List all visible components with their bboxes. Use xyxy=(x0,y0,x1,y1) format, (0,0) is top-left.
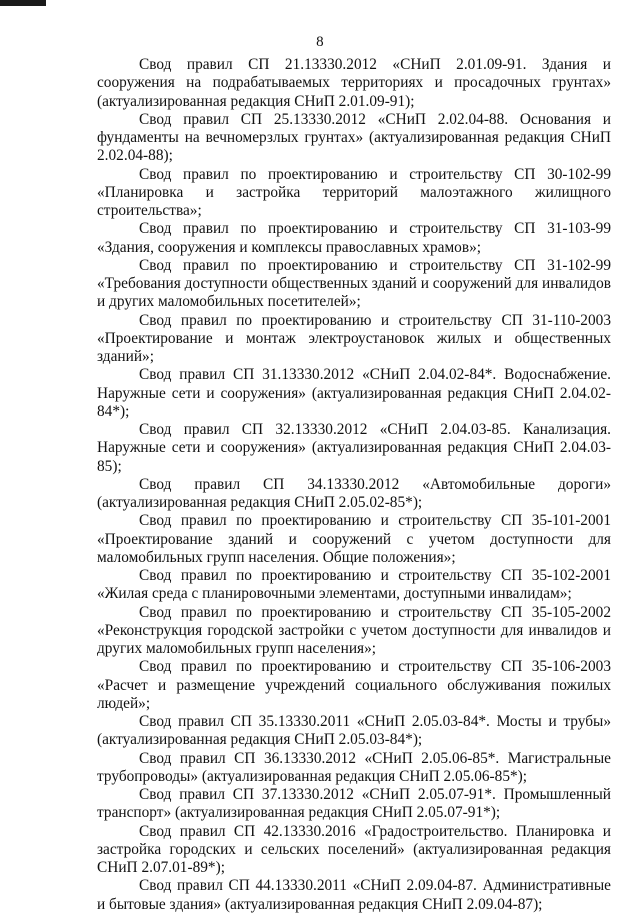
paragraph-sp-36: Свод правил СП 36.13330.2012 «СНиП 2.05.06-85*. Магистральные трубопроводы» (актуализированная редакция СНиП 2.05.06-85*); xyxy=(97,749,611,785)
paragraph-sp-31-103: Свод правил по проектированию и строительству СП 31-103-99 «Здания, сооружения и комплексы православных храмов»; xyxy=(97,220,611,256)
paragraph-sp-35-106: Свод правил по проектированию и строительству СП 35-106-2003 «Расчет и размещение учреждений социального обслуживания пожилых людей»; xyxy=(97,658,611,712)
document-body xyxy=(97,56,611,914)
paragraph-sp-31-110: Свод правил по проектированию и строительству СП 31-110-2003 «Проектирование и монтаж электроустановок жилых и общественных зданий»; xyxy=(97,311,611,365)
paragraph-sp-34: Свод правил СП 34.13330.2012 «Автомобильные дороги» (актуализированная редакция СНиП 2.05.02-85*); xyxy=(97,475,611,511)
scan-edge-mark xyxy=(0,0,46,6)
paragraph-sp-31: Свод правил СП 31.13330.2012 «СНиП 2.04.02-84*. Водоснабжение. Наружные сети и сооружения» (актуализированная редакция СНиП 2.04.02-84*); xyxy=(97,366,611,420)
paragraph-sp-44: Свод правил СП 44.13330.2011 «СНиП 2.09.04-87. Административные и бытовые здания» (актуализированная редакция СНиП 2.09.04-87); xyxy=(97,877,611,913)
paragraph-sp-30-102: Свод правил по проектированию и строительству СП 30-102-99 «Планировка и застройка территорий малоэтажного жилищного строительства»; xyxy=(97,165,611,219)
paragraph-sp-25: Свод правил СП 25.13330.2012 «СНиП 2.02.04-88. Основания и фундаменты на вечномерзлых грунтах» (актуализированная редакция СНиП 2.02.04-88); xyxy=(97,110,611,165)
paragraph-sp-37: Свод правил СП 37.13330.2012 «СНиП 2.05.07-91*. Промышленный транспорт» (актуализированная редакция СНиП 2.05.07-91*); xyxy=(97,786,611,822)
page-number: 8 xyxy=(316,34,324,50)
paragraph-sp-35-101: Свод правил по проектированию и строительству СП 35-101-2001 «Проектирование зданий и сооружений с учетом доступности для маломобильных групп населения. Общие положения»; xyxy=(97,512,611,566)
paragraph-sp-31-102: Свод правил по проектированию и строительству СП 31-102-99 «Требования доступности общественных зданий и сооружений для инвалидов и других маломобильных посетителей»; xyxy=(97,256,611,311)
paragraph-sp-21: Свод правил СП 21.13330.2012 «СНиП 2.01.09-91. Здания и сооружения на подрабатываемых территориях и просадочных грунтах» (актуализированная редакция СНиП 2.01.09-91); xyxy=(97,56,611,110)
paragraph-sp-35-105: Свод правил по проектированию и строительству СП 35-105-2002 «Реконструкция городской застройки с учетом доступности для инвалидов и других маломобильных групп населения»; xyxy=(97,603,611,657)
paragraph-sp-35-102: Свод правил по проектированию и строительству СП 35-102-2001 «Жилая среда с планировочными элементами, доступными инвалидам»; xyxy=(97,567,611,603)
paragraph-sp-35: Свод правил СП 35.13330.2011 «СНиП 2.05.03-84*. Мосты и трубы» (актуализированная редакция СНиП 2.05.03-84*); xyxy=(97,713,611,749)
paragraph-sp-32: Свод правил СП 32.13330.2012 «СНиП 2.04.03-85. Канализация. Наружные сети и сооружения» (актуализированная редакция СНиП 2.04.03-85); xyxy=(97,421,611,475)
paragraph-sp-42: Свод правил СП 42.13330.2016 «Градостроительство. Планировка и застройка городских и сельских поселений» (актуализированная редакция СНиП 2.07.01-89*); xyxy=(97,822,611,876)
